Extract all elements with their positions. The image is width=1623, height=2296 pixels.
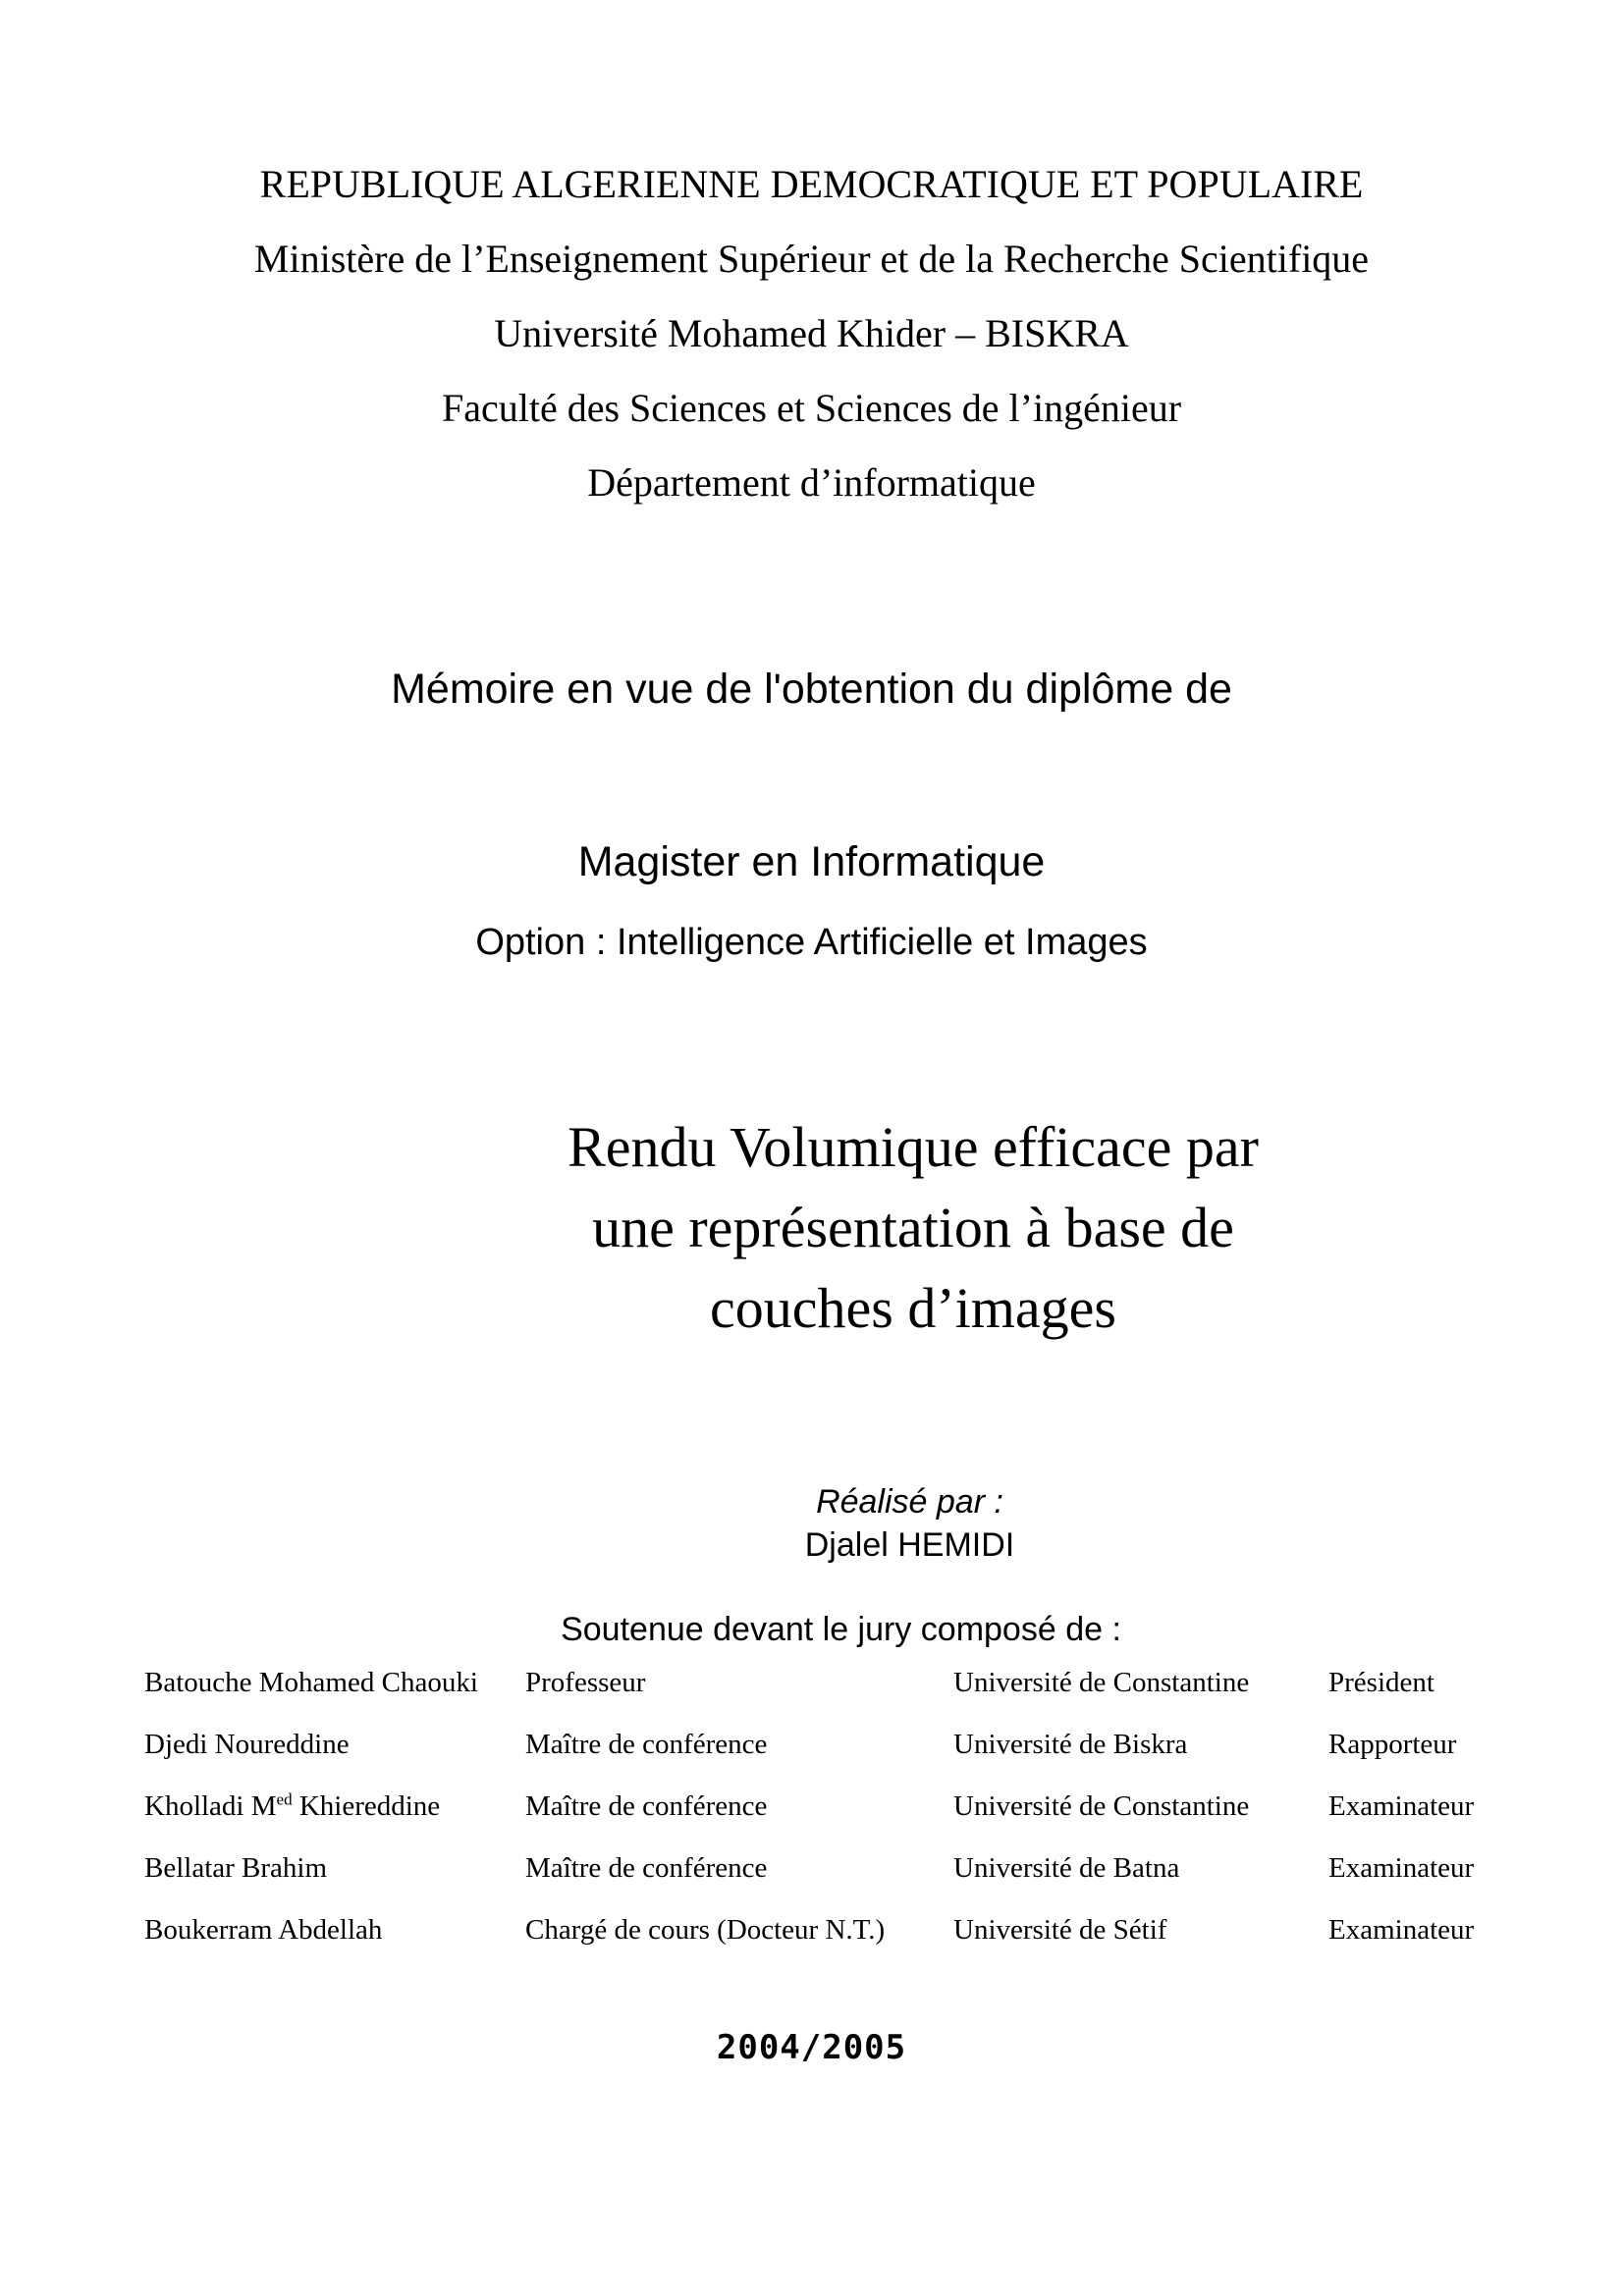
jury-member-name-prefix: Kholladi M [144,1790,277,1822]
jury-row [144,1714,1519,1776]
jury-member-grade: Professeur [525,1667,646,1698]
jury-member-name: Bellatar Brahim [144,1852,328,1884]
thesis-title-line: une représentation à base de [592,1196,1234,1259]
jury-member-university: Université de Batna [953,1852,1180,1884]
thesis-title [422,1107,1404,1349]
jury-row [144,1776,1519,1838]
jury-member-name: Batouche Mohamed Chaouki [144,1667,478,1698]
jury-member-role: Rapporteur [1328,1729,1457,1760]
realise-label: Réalisé par : [816,1483,1003,1521]
memoire-statement: Mémoire en vue de l'obtention du diplôme de [391,666,1232,713]
jury-member-name: Djedi Noureddine [144,1729,350,1760]
jury-member-role: Examinateur [1328,1852,1475,1884]
jury-member-grade: Maître de conférence [525,1852,768,1884]
jury-member-university: Université de Constantine [953,1667,1250,1698]
jury-member-name: Boukerram Abdellah [144,1914,383,1946]
university-line: Université Mohamed Khider – BISKRA [494,311,1129,355]
academic-year: 2004/2005 [716,2028,907,2067]
department-line: Département d’informatique [587,460,1036,505]
jury-member-grade: Maître de conférence [525,1729,768,1760]
ministry-line: Ministère de l’Enseignement Supérieur et de la Recherche Scientifique [253,237,1370,281]
jury-row [144,1652,1519,1714]
thesis-title-line: Rendu Volumique efficace par [568,1115,1259,1179]
jury-member-university: Université de Sétif [953,1914,1167,1946]
jury-row [144,1899,1519,1961]
jury-member-name-superscript: ed [276,1789,293,1809]
thesis-title-line: couches d’images [710,1276,1116,1340]
author-name: Djalel HEMIDI [804,1526,1015,1564]
jury-member-role: Examinateur [1328,1914,1475,1946]
institution-header [0,147,1623,520]
faculty-line: Faculté des Sciences et Sciences de l’ingénieur [441,386,1182,430]
degree-name: Magister en Informatique [577,838,1046,885]
republic-line: REPUBLIQUE ALGERIENNE DEMOCRATIQUE ET POPULAIRE [259,162,1364,206]
jury-member-role: Président [1328,1667,1434,1698]
jury-member-grade: Maître de conférence [525,1790,768,1822]
jury-row [144,1838,1519,1899]
jury-member-name [144,1776,440,1838]
degree-option: Option : Intelligence Artificielle et Images [475,922,1148,963]
jury-member-role: Examinateur [1328,1790,1475,1822]
jury-member-grade: Chargé de cours (Docteur N.T.) [525,1914,886,1946]
jury-intro: Soutenue devant le jury composé de : [561,1611,1121,1648]
jury-table [144,1652,1519,1961]
jury-member-university: Université de Biskra [953,1729,1188,1760]
jury-member-name-suffix: Khiereddine [292,1790,441,1822]
jury-member-university: Université de Constantine [953,1790,1250,1822]
